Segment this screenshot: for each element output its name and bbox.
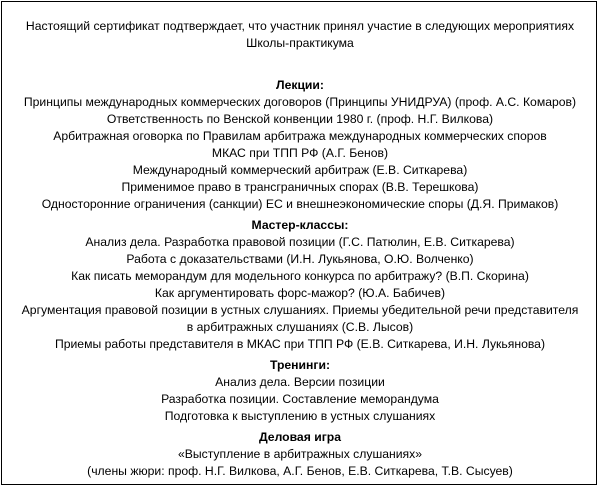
lectures-heading: Лекции: (276, 78, 324, 92)
trainings-heading: Тренинги: (269, 358, 331, 372)
lecture-item: Принципы международных коммерческих договоров (Принципы УНИДРУА) (проф. А.С. Комаров) (23, 95, 577, 109)
lecture-item: Односторонние ограничения (санкции) ЕС и внешнеэкономические споры (Д.Я. Примаков) (41, 197, 559, 211)
masterclass-item: Приемы работы представителя в МКАС при ТПП РФ (Е.В. Ситкарева, И.Н. Лукьянова) (54, 337, 546, 351)
masterclass-item: в арбитражных слушаниях (С.В. Лысов) (186, 320, 414, 334)
lecture-item: Применимое право в трансграничных спорах (В.В. Терешкова) (121, 180, 479, 194)
training-item: Анализ дела. Версии позиции (215, 375, 385, 389)
intro-line-2: Школы-практикума (246, 36, 354, 50)
masterclasses-heading: Мастер-классы: (251, 218, 349, 232)
training-item: Разработка позиции. Составление меморандума (161, 392, 439, 406)
masterclass-item: Работа с доказательствами (И.Н. Лукьянова, О.Ю. Волченко) (126, 252, 474, 266)
masterclass-item: Как писать меморандум для модельного конкурса по арбитражу? (В.П. Скорина) (71, 269, 529, 283)
business-game-item: (члены жюри: проф. Н.Г. Вилкова, А.Г. Бенов, Е.В. Ситкарева, Т.В. Сысуев) (87, 464, 513, 478)
lecture-item: Международный коммерческий арбитраж (Е.В. Ситкарева) (132, 163, 468, 177)
business-game-item: «Выступление в арбитражных слушаниях» (177, 447, 423, 461)
masterclass-item: Анализ дела. Разработка правовой позиции (Г.С. Патюлин, Е.В. Ситкарева) (85, 235, 515, 249)
intro-line-1: Настоящий сертификат подтверждает, что участник принял участие в следующих мероприятиях (25, 19, 575, 33)
masterclass-item: Аргументация правовой позиции в устных слушаниях. Приемы убедительной речи представителя (21, 303, 579, 317)
lecture-item: Ответственность по Венской конвенции 1980 г. (проф. Н.Г. Вилкова) (106, 112, 494, 126)
lecture-item: МКАС при ТПП РФ (А.Г. Бенов) (211, 146, 389, 160)
business-game-heading: Деловая игра (258, 430, 342, 444)
lecture-item: Арбитражная оговорка по Правилам арбитража международных коммерческих споров (53, 129, 547, 143)
certificate-frame (1, 1, 597, 485)
training-item: Подготовка к выступлению в устных слушаниях (164, 409, 436, 423)
masterclass-item: Как аргументировать форс-мажор? (Ю.А. Бабичев) (154, 286, 446, 300)
